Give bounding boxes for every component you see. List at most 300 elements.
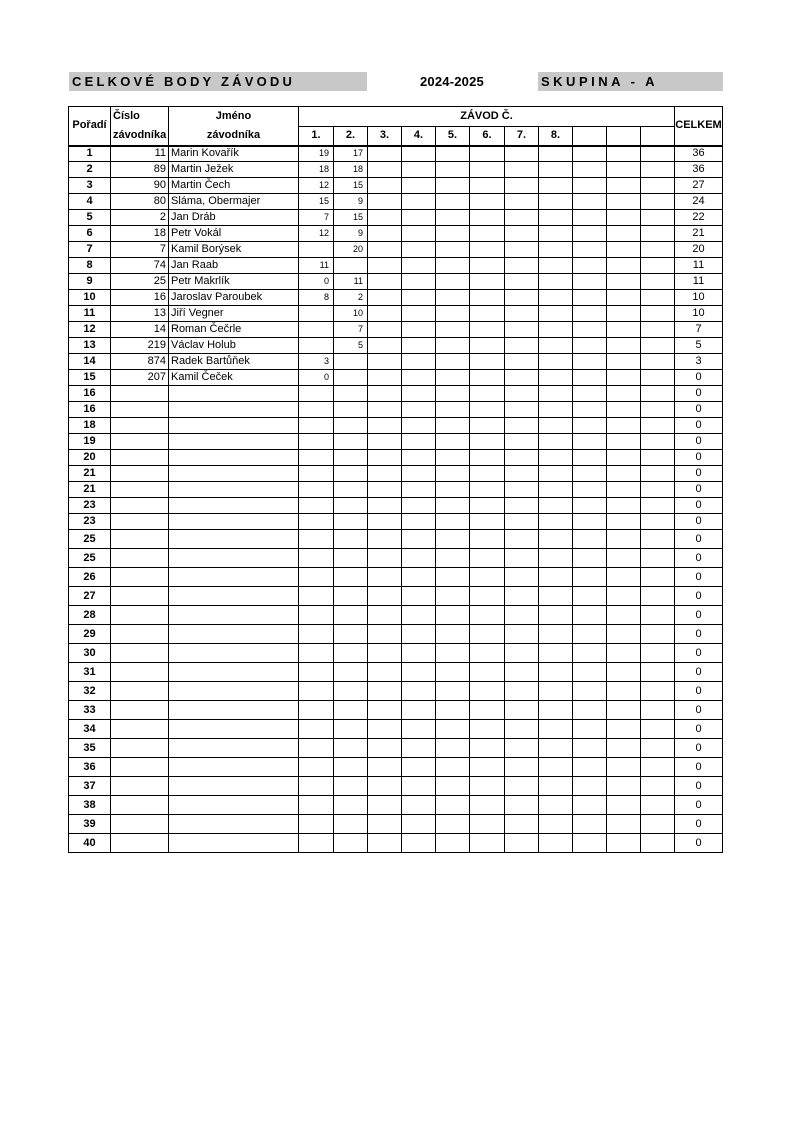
- rank-cell: 9: [69, 274, 111, 290]
- race-points-cell: [470, 210, 505, 226]
- race-points-cell: [436, 606, 470, 625]
- race-points-cell: [334, 663, 368, 682]
- total-cell: 0: [675, 386, 723, 402]
- racer-name-cell: [169, 815, 299, 834]
- race-points-cell: 12: [299, 178, 334, 194]
- race-points-cell: [436, 434, 470, 450]
- race-points-cell: [505, 644, 539, 663]
- race-points-cell: 18: [334, 162, 368, 178]
- race-points-cell: [402, 194, 436, 210]
- race-points-cell: [505, 587, 539, 606]
- race-points-cell: [573, 146, 607, 162]
- race-points-cell: [436, 644, 470, 663]
- table-row: [69, 682, 723, 701]
- race-points-cell: [505, 720, 539, 739]
- race-points-cell: [402, 663, 436, 682]
- race-points-cell: [368, 370, 402, 386]
- header-race-group: ZÁVOD Č.: [299, 107, 675, 127]
- race-points-cell: [334, 701, 368, 720]
- race-points-cell: [402, 701, 436, 720]
- race-points-cell: [607, 720, 641, 739]
- race-points-cell: [539, 242, 573, 258]
- race-points-cell: [299, 834, 334, 853]
- rank-cell: 29: [69, 625, 111, 644]
- race-points-cell: [505, 146, 539, 162]
- race-points-cell: [470, 178, 505, 194]
- racer-name-cell: [169, 450, 299, 466]
- race-points-cell: [436, 834, 470, 853]
- race-points-cell: [470, 466, 505, 482]
- race-points-cell: [470, 758, 505, 777]
- race-points-cell: [641, 834, 675, 853]
- results-body: [69, 146, 723, 853]
- race-points-cell: [539, 498, 573, 514]
- race-points-cell: [539, 514, 573, 530]
- header-rank: Pořadí: [69, 107, 111, 146]
- race-points-cell: [402, 274, 436, 290]
- race-points-cell: 0: [299, 370, 334, 386]
- racer-number-cell: [111, 482, 169, 498]
- race-points-cell: [573, 434, 607, 450]
- racer-name-cell: Jan Dráb: [169, 210, 299, 226]
- race-points-cell: [505, 258, 539, 274]
- race-points-cell: [334, 530, 368, 549]
- table-row: [69, 498, 723, 514]
- race-points-cell: [436, 815, 470, 834]
- race-points-cell: [436, 568, 470, 587]
- racer-number-cell: 2: [111, 210, 169, 226]
- table-row: [69, 720, 723, 739]
- race-points-cell: [607, 402, 641, 418]
- race-points-cell: [641, 338, 675, 354]
- race-points-cell: [436, 242, 470, 258]
- table-row: [69, 587, 723, 606]
- race-points-cell: [641, 720, 675, 739]
- racer-number-cell: [111, 530, 169, 549]
- race-points-cell: [436, 587, 470, 606]
- race-points-cell: [334, 418, 368, 434]
- rank-cell: 23: [69, 514, 111, 530]
- race-points-cell: [368, 568, 402, 587]
- race-header-11: [641, 127, 675, 146]
- race-points-cell: [436, 739, 470, 758]
- race-points-cell: 11: [299, 258, 334, 274]
- header-name-line1: Jméno: [169, 107, 299, 127]
- race-points-cell: [368, 625, 402, 644]
- table-row: [69, 194, 723, 210]
- rank-cell: 25: [69, 530, 111, 549]
- total-cell: 0: [675, 530, 723, 549]
- race-points-cell: [573, 226, 607, 242]
- race-points-cell: [539, 274, 573, 290]
- race-points-cell: [334, 682, 368, 701]
- table-row: [69, 178, 723, 194]
- race-points-cell: [334, 498, 368, 514]
- race-points-cell: [607, 514, 641, 530]
- race-points-cell: 5: [334, 338, 368, 354]
- race-points-cell: [334, 258, 368, 274]
- rank-cell: 36: [69, 758, 111, 777]
- race-points-cell: [436, 290, 470, 306]
- header-total: CELKEM: [675, 107, 723, 146]
- race-points-cell: [641, 210, 675, 226]
- race-points-cell: [470, 568, 505, 587]
- race-points-cell: [539, 418, 573, 434]
- race-points-cell: [368, 663, 402, 682]
- race-points-cell: [505, 568, 539, 587]
- race-points-cell: [402, 758, 436, 777]
- race-points-cell: [299, 530, 334, 549]
- race-points-cell: [505, 210, 539, 226]
- race-points-cell: [539, 758, 573, 777]
- race-points-cell: [470, 482, 505, 498]
- race-points-cell: [641, 568, 675, 587]
- race-points-cell: [607, 701, 641, 720]
- rank-cell: 34: [69, 720, 111, 739]
- race-points-cell: [299, 587, 334, 606]
- race-points-cell: [573, 482, 607, 498]
- race-points-cell: [334, 720, 368, 739]
- race-points-cell: 19: [299, 146, 334, 162]
- race-points-cell: [573, 758, 607, 777]
- race-points-cell: [299, 758, 334, 777]
- rank-cell: 6: [69, 226, 111, 242]
- race-points-cell: [573, 194, 607, 210]
- table-row: [69, 777, 723, 796]
- race-points-cell: [505, 290, 539, 306]
- race-points-cell: [299, 606, 334, 625]
- race-points-cell: [539, 434, 573, 450]
- race-points-cell: [436, 194, 470, 210]
- race-points-cell: [470, 549, 505, 568]
- race-points-cell: [402, 587, 436, 606]
- race-points-cell: [641, 739, 675, 758]
- race-points-cell: [402, 370, 436, 386]
- race-points-cell: [436, 514, 470, 530]
- race-points-cell: [436, 210, 470, 226]
- racer-name-cell: [169, 482, 299, 498]
- race-points-cell: 9: [334, 226, 368, 242]
- total-cell: 22: [675, 210, 723, 226]
- racer-number-cell: [111, 739, 169, 758]
- header-number-line2: závodníka: [111, 127, 169, 146]
- race-points-cell: 9: [334, 194, 368, 210]
- race-points-cell: 11: [334, 274, 368, 290]
- rank-cell: 14: [69, 354, 111, 370]
- race-points-cell: [299, 242, 334, 258]
- rank-cell: 40: [69, 834, 111, 853]
- race-points-cell: [505, 796, 539, 815]
- racer-number-cell: [111, 644, 169, 663]
- race-points-cell: [505, 194, 539, 210]
- table-row: [69, 530, 723, 549]
- race-points-cell: 2: [334, 290, 368, 306]
- race-points-cell: [539, 354, 573, 370]
- race-points-cell: [299, 466, 334, 482]
- racer-number-cell: [111, 386, 169, 402]
- race-points-cell: [641, 777, 675, 796]
- rank-cell: 31: [69, 663, 111, 682]
- race-points-cell: [368, 549, 402, 568]
- race-points-cell: [436, 402, 470, 418]
- race-points-cell: [402, 418, 436, 434]
- racer-number-cell: [111, 682, 169, 701]
- race-points-cell: [607, 466, 641, 482]
- race-points-cell: [641, 178, 675, 194]
- race-points-cell: [402, 606, 436, 625]
- race-points-cell: [641, 322, 675, 338]
- race-points-cell: [573, 178, 607, 194]
- total-cell: 36: [675, 146, 723, 162]
- race-points-cell: [641, 796, 675, 815]
- race-points-cell: [641, 386, 675, 402]
- race-points-cell: [368, 434, 402, 450]
- race-points-cell: [402, 482, 436, 498]
- racer-number-cell: [111, 625, 169, 644]
- race-points-cell: [470, 739, 505, 758]
- rank-cell: 32: [69, 682, 111, 701]
- race-points-cell: [539, 258, 573, 274]
- race-points-cell: [470, 354, 505, 370]
- race-points-cell: [539, 386, 573, 402]
- racer-name-cell: [169, 701, 299, 720]
- total-cell: 0: [675, 663, 723, 682]
- race-points-cell: [368, 450, 402, 466]
- race-points-cell: [607, 530, 641, 549]
- table-row: [69, 386, 723, 402]
- race-points-cell: [573, 663, 607, 682]
- race-points-cell: [334, 777, 368, 796]
- race-points-cell: [368, 466, 402, 482]
- race-points-cell: [334, 587, 368, 606]
- race-header-2: 2.: [334, 127, 368, 146]
- race-points-cell: [436, 466, 470, 482]
- race-points-cell: [539, 290, 573, 306]
- race-points-cell: [334, 796, 368, 815]
- race-points-cell: [334, 739, 368, 758]
- race-points-cell: [573, 354, 607, 370]
- race-points-cell: [299, 777, 334, 796]
- racer-name-cell: Martin Čech: [169, 178, 299, 194]
- racer-number-cell: 90: [111, 178, 169, 194]
- race-points-cell: [641, 194, 675, 210]
- race-points-cell: [334, 482, 368, 498]
- racer-name-cell: Marin Kovařík: [169, 146, 299, 162]
- race-points-cell: [539, 226, 573, 242]
- table-row: [69, 606, 723, 625]
- rank-cell: 8: [69, 258, 111, 274]
- race-points-cell: [402, 258, 436, 274]
- racer-name-cell: Petr Vokál: [169, 226, 299, 242]
- race-points-cell: [402, 338, 436, 354]
- race-points-cell: [573, 514, 607, 530]
- race-points-cell: [607, 306, 641, 322]
- race-points-cell: [299, 625, 334, 644]
- total-cell: 21: [675, 226, 723, 242]
- race-points-cell: [505, 498, 539, 514]
- rank-cell: 4: [69, 194, 111, 210]
- group-label: SKUPINA - A: [538, 72, 723, 91]
- racer-number-cell: 7: [111, 242, 169, 258]
- race-points-cell: [402, 226, 436, 242]
- race-points-cell: [505, 306, 539, 322]
- racer-name-cell: [169, 720, 299, 739]
- rank-cell: 26: [69, 568, 111, 587]
- rank-cell: 19: [69, 434, 111, 450]
- race-points-cell: [505, 606, 539, 625]
- race-points-cell: [368, 146, 402, 162]
- race-header-6: 6.: [470, 127, 505, 146]
- race-points-cell: [607, 606, 641, 625]
- race-points-cell: [573, 682, 607, 701]
- race-points-cell: [573, 739, 607, 758]
- race-points-cell: [368, 242, 402, 258]
- table-row: [69, 146, 723, 162]
- race-points-cell: 7: [334, 322, 368, 338]
- race-points-cell: [368, 482, 402, 498]
- header-name-line2: závodníka: [169, 127, 299, 146]
- racer-number-cell: [111, 418, 169, 434]
- race-points-cell: [607, 834, 641, 853]
- race-points-cell: [470, 498, 505, 514]
- race-points-cell: [505, 663, 539, 682]
- race-points-cell: [368, 418, 402, 434]
- table-row: [69, 290, 723, 306]
- race-points-cell: [368, 758, 402, 777]
- racer-name-cell: [169, 418, 299, 434]
- race-points-cell: [573, 338, 607, 354]
- race-points-cell: [607, 549, 641, 568]
- race-points-cell: [470, 644, 505, 663]
- race-points-cell: [470, 146, 505, 162]
- racer-number-cell: [111, 777, 169, 796]
- race-points-cell: [470, 777, 505, 796]
- race-points-cell: [539, 210, 573, 226]
- race-points-cell: [505, 701, 539, 720]
- race-points-cell: [539, 701, 573, 720]
- race-points-cell: [573, 606, 607, 625]
- race-points-cell: [505, 549, 539, 568]
- race-points-cell: 15: [334, 210, 368, 226]
- race-points-cell: [436, 146, 470, 162]
- racer-number-cell: [111, 402, 169, 418]
- racer-name-cell: Sláma, Obermajer: [169, 194, 299, 210]
- racer-number-cell: [111, 549, 169, 568]
- race-points-cell: [299, 701, 334, 720]
- race-points-cell: 7: [299, 210, 334, 226]
- race-points-cell: [505, 338, 539, 354]
- race-points-cell: [470, 258, 505, 274]
- total-cell: 0: [675, 834, 723, 853]
- racer-number-cell: [111, 758, 169, 777]
- racer-name-cell: [169, 663, 299, 682]
- total-cell: 10: [675, 290, 723, 306]
- rank-cell: 12: [69, 322, 111, 338]
- race-points-cell: [368, 834, 402, 853]
- race-points-cell: [470, 450, 505, 466]
- table-row: [69, 625, 723, 644]
- race-points-cell: [505, 178, 539, 194]
- race-points-cell: [607, 370, 641, 386]
- race-points-cell: 10: [334, 306, 368, 322]
- race-points-cell: [539, 739, 573, 758]
- race-points-cell: [539, 796, 573, 815]
- total-cell: 0: [675, 568, 723, 587]
- race-points-cell: [470, 834, 505, 853]
- racer-name-cell: [169, 549, 299, 568]
- racer-number-cell: 25: [111, 274, 169, 290]
- race-points-cell: [402, 834, 436, 853]
- race-points-cell: [539, 146, 573, 162]
- racer-name-cell: Radek Bartůňek: [169, 354, 299, 370]
- rank-cell: 21: [69, 466, 111, 482]
- total-cell: 0: [675, 587, 723, 606]
- race-points-cell: [539, 530, 573, 549]
- racer-name-cell: [169, 402, 299, 418]
- racer-number-cell: 13: [111, 306, 169, 322]
- race-points-cell: [539, 587, 573, 606]
- table-row: [69, 701, 723, 720]
- table-row: [69, 434, 723, 450]
- race-points-cell: [436, 386, 470, 402]
- rank-cell: 7: [69, 242, 111, 258]
- rank-cell: 35: [69, 739, 111, 758]
- table-row: [69, 274, 723, 290]
- race-points-cell: [573, 370, 607, 386]
- race-points-cell: [299, 434, 334, 450]
- race-points-cell: [470, 322, 505, 338]
- race-points-cell: [402, 146, 436, 162]
- race-points-cell: [368, 258, 402, 274]
- race-points-cell: [641, 306, 675, 322]
- race-points-cell: [573, 530, 607, 549]
- race-points-cell: [402, 434, 436, 450]
- race-points-cell: [436, 498, 470, 514]
- race-points-cell: [368, 777, 402, 796]
- race-points-cell: [470, 194, 505, 210]
- race-points-cell: [505, 514, 539, 530]
- racer-number-cell: 74: [111, 258, 169, 274]
- race-points-cell: [436, 274, 470, 290]
- race-points-cell: [505, 274, 539, 290]
- racer-name-cell: Kamil Čeček: [169, 370, 299, 386]
- race-points-cell: [641, 701, 675, 720]
- race-points-cell: [368, 682, 402, 701]
- racer-name-cell: Jaroslav Paroubek: [169, 290, 299, 306]
- racer-name-cell: [169, 682, 299, 701]
- race-points-cell: [641, 242, 675, 258]
- total-cell: 0: [675, 777, 723, 796]
- racer-name-cell: [169, 386, 299, 402]
- race-points-cell: [402, 178, 436, 194]
- rank-cell: 21: [69, 482, 111, 498]
- table-row: [69, 162, 723, 178]
- total-cell: 0: [675, 682, 723, 701]
- race-points-cell: [607, 354, 641, 370]
- race-points-cell: [505, 322, 539, 338]
- race-points-cell: [539, 370, 573, 386]
- race-points-cell: [505, 739, 539, 758]
- table-row: [69, 402, 723, 418]
- racer-name-cell: Kamil Borýsek: [169, 242, 299, 258]
- race-points-cell: [299, 322, 334, 338]
- race-points-cell: [607, 568, 641, 587]
- race-points-cell: [402, 354, 436, 370]
- race-points-cell: [641, 498, 675, 514]
- race-points-cell: [402, 682, 436, 701]
- race-points-cell: [402, 777, 436, 796]
- race-points-cell: [334, 625, 368, 644]
